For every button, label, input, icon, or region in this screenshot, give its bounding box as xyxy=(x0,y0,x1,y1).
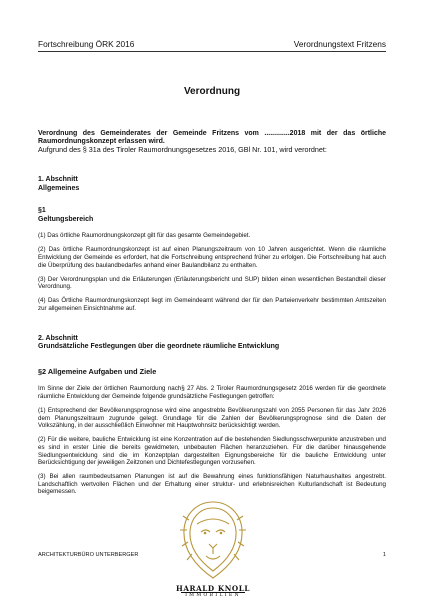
watermark-logo xyxy=(175,498,251,598)
s2-intro: Im Sinne der Ziele der örtlichen Raumordung nach§ 27 Abs. 2 Tiroler Raumordnungsgesetz 2016 werden für die geordnete räumliche Entwicklung der Gemeinde folgende grundsätzliche Festlegungen getroffen: xyxy=(38,385,386,400)
section-2-heading xyxy=(38,335,386,352)
paragraph-1-heading xyxy=(38,207,386,224)
page-number: 1 xyxy=(382,552,386,558)
paragraph-1-title: Geltungsbereich xyxy=(38,215,94,223)
s1-clause-1: (1) Das örtliche Raumordnungskonzept gilt für das gesamte Gemeindegebiet. xyxy=(38,232,251,240)
section-2-title: Grundsätzliche Festlegungen über die geordnete räumliche Entwicklung xyxy=(38,343,280,351)
s2-clause-1: (1) Entsprechend der Bevölkerungsprognose wird eine angestrebte Bevölkerungszahl von 2055 Personen für das Jahr 2026 dem Planungszeitraum zugrunde gelegt. Grundlage für die Zahlen der Bevölkerungsprognose sind die Daten der Volkszählung, in der ausschließlich Einwohner mit Hauptwohnsitz berücksichtigt werden. xyxy=(38,407,386,430)
intro-paragraph xyxy=(38,130,386,155)
section-1-heading xyxy=(38,176,386,193)
s1-clause-2: (2) Das örtliche Raumordnungskonzept ist auf einen Planungszeitraum von 10 Jahren ausgerichtet. Wenn die räumliche Entwicklung der Gemeinde es erfordert, hat die Fortschreibung entsprechend früher zu erfolgen. Die Fortschreibung hat auch die Überprüfung des baulandbedarfes anhand einer Baulandbilanz zu enthalten. xyxy=(38,246,386,269)
header-rule xyxy=(38,51,386,52)
section-1-title: Allgemeines xyxy=(38,184,80,192)
header-left: Fortschreibung ÖRK 2016 xyxy=(38,39,135,49)
s1-clause-3: (3) Der Verordnungsplan und die Erläuterungen (Erläuterungsbericht und SUP) bilden einen wesentlichen Bestandteil dieser Verordnung. xyxy=(38,275,386,291)
s1-clause-4: (4) Das Örtliche Raumordnungskonzept liegt im Gemeindeamt während der für den Parteienverkehr bestimmten Amtszeiten zur allgemeinen Einsichtnahme auf. xyxy=(38,297,386,313)
logo-name: HARALD KNOLL xyxy=(175,584,251,593)
paragraph-1-number: §1 xyxy=(38,207,46,215)
footer-left: ARCHITEKTURBÜRO UNTERBERGER xyxy=(38,552,139,558)
lion-head-icon xyxy=(175,498,251,584)
paragraph-2-heading: §2 Allgemeine Aufgaben und Ziele xyxy=(38,366,157,376)
page-header xyxy=(38,39,386,49)
s2-clause-2: (2) Für die weitere, bauliche Entwicklung ist eine Konzentration auf die bestehenden Siedlungsschwerpunkte anzustreben und es sind in erster Linie die bereits gewidmeten, unbebauten Flächen heranzuziehen. Für die darüber hinausgehende Siedlungsentwicklung sind die im Konzeptplan dargestellten Eignungsbereiche für die bauliche Entwicklung unter Berücksichtigung der jeweiligen Zeitzonen und Dichtefestlegungen vorzusehen. xyxy=(38,436,386,467)
document-body xyxy=(38,130,386,503)
section-2-number: 2. Abschnitt xyxy=(38,334,78,342)
intro-legal-basis: Aufgrund des § 31a des Tiroler Raumordnungsgesetzes 2016, GBl Nr. 101, wird verordnet: xyxy=(38,145,327,155)
header-right: Verordnungstext Fritzens xyxy=(293,39,386,49)
section-1-number: 1. Abschnitt xyxy=(38,176,78,183)
s2-clause-3: (3) Bei allen raumbedeutsamen Planungen ist auf die Bewahrung eines funktionsfähigen Naturhaushaltes angestrebt. Landschaftlich wertvollen Flächen und der Erhaltung einer struktur- und erlebnisreichen Kulturlandschaft ist Bedeutung beigemessen. xyxy=(38,473,386,496)
page-title: Verordnung xyxy=(183,86,241,97)
logo-subtitle: IMMOBILIEN xyxy=(185,593,241,598)
intro-lead: Verordnung des Gemeinderates der Gemeinde Fritzens vom .............2018 mit der das örtliche Raumordnungskonzept erlassen wird. xyxy=(38,130,386,146)
